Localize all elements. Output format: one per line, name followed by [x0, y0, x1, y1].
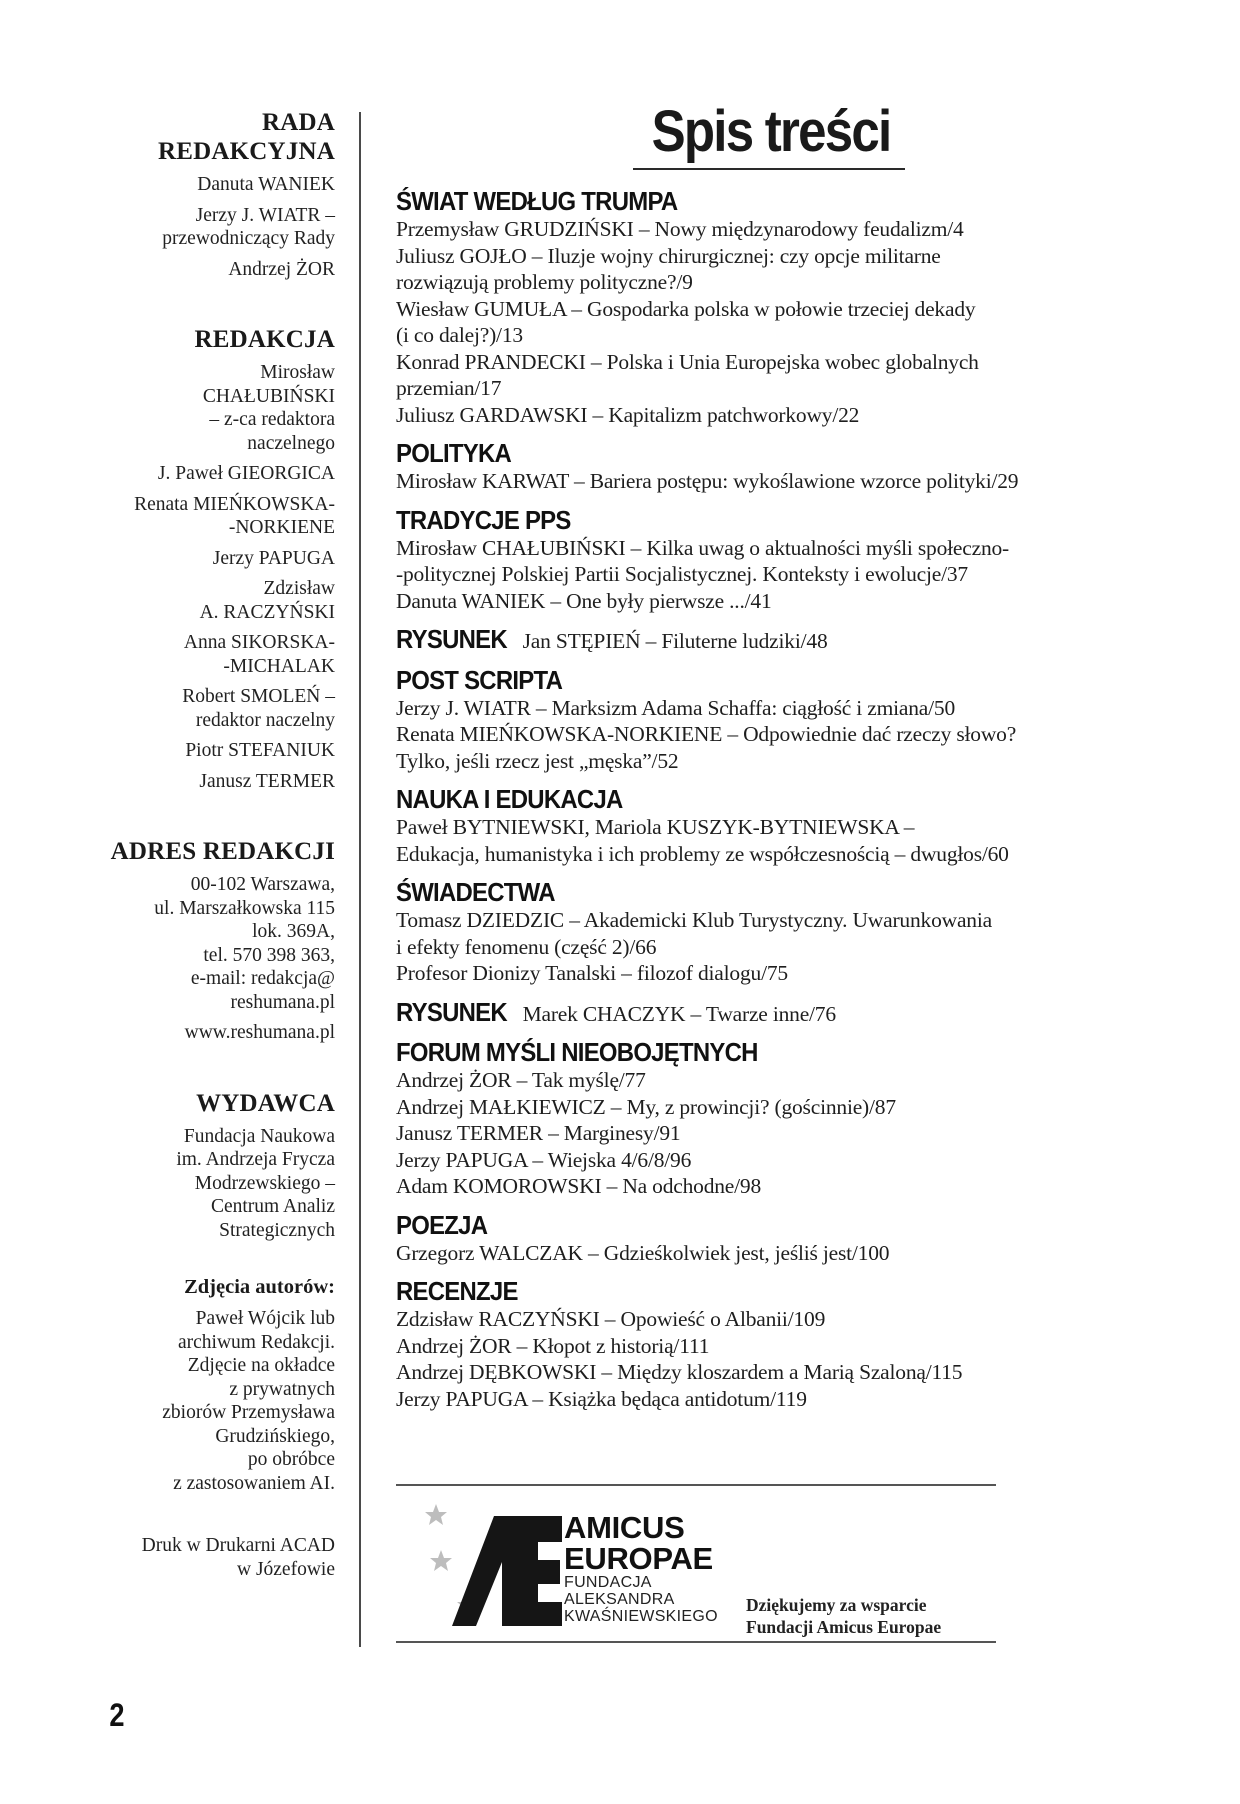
toc-item[interactable]	[396, 1306, 1096, 1333]
section-heading: POEZJA	[396, 1209, 488, 1240]
text-line: przemian/17	[396, 376, 502, 400]
text-line: Andrzej ŻOR – Tak myślę/77	[396, 1068, 646, 1092]
sponsor-sub-line3: KWAŚNIEWSKIEGO	[564, 1608, 718, 1625]
section-heading: POLITYKA	[396, 438, 512, 468]
toc-section	[396, 1037, 1096, 1200]
toc-section	[396, 997, 1096, 1028]
page-title: Spis treści	[651, 99, 891, 164]
section-heading-row	[396, 665, 1096, 695]
text-line: w Józefowie	[236, 1558, 335, 1580]
text-line: Juliusz GARDAWSKI – Kapitalizm patchworkowy/22	[396, 402, 860, 427]
text-line: Janusz TERMER – Marginesy/91	[396, 1121, 681, 1145]
sponsor-rule-top	[396, 1484, 996, 1486]
toc-item[interactable]	[396, 1333, 1096, 1360]
text-line: Andrzej ŻOR	[228, 258, 335, 280]
toc-inline-row[interactable]	[396, 624, 1096, 655]
section-heading-row	[396, 877, 1096, 907]
toc-item[interactable]	[396, 349, 1096, 402]
redakcja	[90, 325, 335, 793]
section-heading: POST SCRIPTA	[396, 664, 563, 695]
column-divider	[359, 112, 361, 1647]
sponsor-thanks	[746, 1594, 941, 1638]
toc-item[interactable]	[396, 588, 1096, 615]
member-entry	[90, 547, 335, 571]
title-underline	[633, 168, 905, 170]
toc-item[interactable]	[396, 216, 1096, 243]
member-entry	[90, 361, 335, 455]
adres-title: ADRES REDAKCJI	[110, 838, 335, 865]
text-line: Mirosław	[260, 362, 335, 383]
text-line: z prywatnych	[229, 1378, 335, 1400]
text-line: Tomasz DZIEDZIC – Akademicki Klub Turystyczny. Uwarunkowania	[396, 908, 992, 932]
section-heading: RYSUNEK	[396, 996, 507, 1027]
text-line: Edukacja, humanistyka i ich problemy ze współczesnością – dwugłos/60	[396, 841, 1009, 866]
text-line: archiwum Redakcji.	[177, 1331, 335, 1353]
toc-inline-row[interactable]	[396, 997, 1096, 1028]
website-link[interactable]: www.reshumana.pl	[184, 1022, 335, 1043]
text-line: Strategicznych	[219, 1219, 335, 1241]
text-line: z zastosowaniem AI.	[173, 1472, 335, 1494]
thanks-line1: Dziękujemy za wsparcie	[746, 1595, 927, 1615]
star-icon	[425, 1504, 447, 1525]
text-line: CHAŁUBIŃSKI	[202, 385, 335, 407]
star-icon	[430, 1550, 452, 1571]
text-line: Druk w Drukarni ACAD	[141, 1535, 335, 1556]
text-line: Danuta WANIEK – One były pierwsze .../41	[396, 588, 772, 613]
section-heading-row	[396, 784, 1096, 814]
amicus-europae-logo-icon	[416, 1502, 586, 1628]
toc-item[interactable]	[396, 695, 1096, 722]
toc-item[interactable]	[396, 1067, 1096, 1094]
text-line: przewodniczący Rady	[162, 228, 335, 249]
toc-section	[396, 1210, 1096, 1267]
toc-section	[396, 186, 1096, 428]
table-of-contents	[396, 100, 1096, 1412]
toc-item[interactable]	[396, 1147, 1096, 1174]
text-line: Jerzy J. WIATR – Marksizm Adama Schaffa: ciągłość i zmiana/50	[396, 695, 955, 720]
text-line: rozwiązują problemy polityczne?/9	[396, 270, 693, 294]
printing-text	[90, 1534, 335, 1581]
toc-item: Jan STĘPIEŃ – Filuterne ludziki/48	[522, 629, 828, 653]
toc-item[interactable]	[396, 402, 1096, 429]
sponsor-box	[396, 1484, 996, 1644]
toc-section	[396, 877, 1096, 987]
sponsor-name-line1: AMICUS	[564, 1510, 685, 1545]
text-line: po obróbce	[247, 1449, 335, 1470]
toc-section	[396, 438, 1096, 495]
text-line: Juliusz GOJŁO – Iluzje wojny chirurgicznej: czy opcje militarne	[396, 243, 941, 268]
section-heading: FORUM MYŚLI NIEOBOJĘTNYCH	[396, 1037, 758, 1067]
sponsor-name	[564, 1512, 718, 1625]
text-line: J. Paweł GIEORGICA	[157, 463, 335, 484]
member-entry	[90, 258, 335, 282]
toc-item[interactable]	[396, 814, 1096, 867]
text-line: Renata MIEŃKOWSKA-	[134, 493, 335, 515]
page-number: 2	[109, 1697, 125, 1733]
toc-item[interactable]	[396, 1094, 1096, 1121]
toc-item[interactable]	[396, 1359, 1096, 1386]
text-line: Robert SMOLEŃ –	[182, 686, 335, 707]
rada-title-line1: RADA	[261, 109, 335, 136]
section-heading-row	[396, 505, 1096, 535]
section-heading: RECENZJE	[396, 1276, 518, 1306]
text-line: Grzegorz WALCZAK – Gdzieśkolwiek jest, jeśliś jest/100	[396, 1240, 890, 1265]
text-line: 00-102 Warszawa,	[190, 874, 335, 895]
text-line: Andrzej ŻOR – Kłopot z historią/111	[396, 1333, 710, 1358]
member-entry	[90, 462, 335, 486]
text-line: Zdjęcie na okładce	[187, 1355, 335, 1376]
text-line: im. Andrzeja Frycza	[176, 1149, 335, 1170]
toc-section	[396, 505, 1096, 615]
toc-item[interactable]	[396, 1120, 1096, 1147]
text-line: Jerzy J. WIATR –	[195, 204, 335, 226]
toc-item[interactable]	[396, 907, 1096, 960]
ae-letter-e	[520, 1516, 562, 1626]
section-heading: ŚWIADECTWA	[396, 877, 555, 907]
member-entry	[90, 685, 335, 732]
text-line: Fundacja Naukowa	[183, 1125, 335, 1147]
text-line: Andrzej DĘBKOWSKI – Między kloszardem a Marią Szaloną/115	[396, 1360, 963, 1384]
text-line: Piotr STEFANIUK	[185, 740, 335, 761]
toc-item: Marek CHACZYK – Twarze inne/76	[522, 1001, 836, 1026]
wydawca	[90, 1089, 335, 1243]
text-line: Anna SIKORSKA-	[183, 632, 335, 653]
text-line: Przemysław GRUDZIŃSKI – Nowy międzynarodowy feudalizm/4	[396, 217, 964, 241]
toc-item[interactable]	[396, 721, 1096, 774]
sponsor-rule-bottom	[396, 1641, 996, 1643]
section-heading: ŚWIAT WEDŁUG TRUMPA	[396, 186, 678, 216]
toc-section	[396, 784, 1096, 867]
toc-section	[396, 1276, 1096, 1412]
toc-section	[396, 665, 1096, 775]
text-line: Tylko, jeśli rzecz jest „męska”/52	[396, 748, 679, 773]
text-line: -politycznej Polskiej Partii Socjalistycznej. Konteksty i ewolucje/37	[396, 562, 968, 586]
thanks-line2: Fundacji Amicus Europae	[746, 1617, 942, 1637]
rada-redakcyjna	[90, 108, 335, 281]
redakcja-title: REDAKCJA	[194, 326, 335, 353]
text-line: naczelnego	[247, 432, 335, 454]
text-line: -NORKIENE	[228, 517, 335, 538]
member-entry	[90, 577, 335, 624]
member-entry	[90, 493, 335, 540]
text-line: – z-ca redaktora	[209, 409, 335, 430]
member-entry	[90, 770, 335, 794]
text-line: Adam KOMOROWSKI – Na odchodne/98	[396, 1174, 762, 1198]
section-heading-row	[396, 1037, 1096, 1067]
section-heading: RYSUNEK	[396, 624, 507, 654]
toc-item[interactable]	[396, 243, 1096, 296]
sponsor-name-line2: EUROPAE	[564, 1541, 713, 1576]
text-line: e-mail: redakcja@	[190, 968, 335, 989]
text-line: Mirosław KARWAT – Bariera postępu: wykoślawione wzorce polityki/29	[396, 469, 1019, 493]
member-entry	[90, 631, 335, 678]
section-heading-row	[396, 1276, 1096, 1306]
text-line: Zdzisław RACZYŃSKI – Opowieść o Albanii/109	[396, 1307, 826, 1331]
toc-item[interactable]	[396, 1173, 1096, 1200]
text-line: Konrad PRANDECKI – Polska i Unia Europejska wobec globalnych	[396, 349, 979, 374]
text-line: Paweł Wójcik lub	[195, 1308, 335, 1329]
text-line: Danuta WANIEK	[197, 174, 335, 195]
toc-section	[396, 624, 1096, 655]
sponsor-sub-line1: FUNDACJA	[564, 1574, 652, 1591]
member-entry	[90, 173, 335, 197]
text-line: lok. 369A,	[252, 921, 335, 942]
adres-redakcji	[90, 837, 335, 1045]
publisher-block	[90, 1125, 335, 1243]
address-block	[90, 873, 335, 1014]
text-line: ul. Marszałkowska 115	[154, 897, 335, 919]
text-line: i efekty fenomenu (część 2)/66	[396, 934, 657, 959]
text-line: Renata MIEŃKOWSKA-NORKIENE – Odpowiednie dać rzeczy słowo?	[396, 722, 1017, 746]
text-line: A. RACZYŃSKI	[199, 601, 335, 623]
sponsor-sub-line2: ALEKSANDRA	[564, 1591, 675, 1608]
text-line: -MICHALAK	[223, 655, 335, 677]
section-heading-row	[396, 186, 1096, 216]
text-line: Zdzisław	[263, 578, 335, 599]
text-line: Modrzewskiego –	[194, 1172, 335, 1194]
text-line: Jerzy PAPUGA – Książka będąca antidotum/119	[396, 1386, 807, 1411]
text-line: Grudzińskiego,	[215, 1425, 335, 1447]
photo-credits-title: Zdjęcia autorów:	[184, 1276, 335, 1298]
text-line: reshumana.pl	[230, 991, 335, 1013]
section-heading-row	[396, 438, 1096, 468]
photo-credits-text	[90, 1307, 335, 1495]
rada-title-line2: REDAKCYJNA	[158, 138, 335, 165]
text-line: Janusz TERMER	[199, 770, 335, 792]
member-entry	[90, 739, 335, 763]
text-line: tel. 570 398 363,	[203, 944, 335, 966]
toc-item[interactable]	[396, 960, 1096, 987]
section-heading: TRADYCJE PPS	[396, 504, 571, 535]
wydawca-title: WYDAWCA	[196, 1089, 335, 1117]
member-entry	[90, 204, 335, 251]
text-line: Wiesław GUMUŁA – Gospodarka polska w połowie trzeciej dekady	[396, 296, 976, 321]
photo-credits	[90, 1274, 335, 1495]
text-line: Centrum Analiz	[210, 1196, 335, 1217]
text-line: Jerzy PAPUGA	[212, 547, 335, 569]
toc-item[interactable]	[396, 535, 1096, 588]
text-line: (i co dalej?)/13	[396, 323, 523, 347]
ae-letter-a	[452, 1516, 520, 1626]
toc-item[interactable]	[396, 468, 1096, 495]
section-heading-row	[396, 1210, 1096, 1240]
printing-info	[90, 1534, 335, 1581]
masthead-column	[90, 108, 335, 1581]
text-line: Paweł BYTNIEWSKI, Mariola KUSZYK-BYTNIEWSKA –	[396, 815, 915, 839]
toc-item[interactable]	[396, 296, 1096, 349]
toc-item[interactable]	[396, 1386, 1096, 1413]
text-line: zbiorów Przemysława	[162, 1402, 335, 1423]
text-line: Profesor Dionizy Tanalski – filozof dialogu/75	[396, 961, 788, 985]
text-line: Andrzej MAŁKIEWICZ – My, z prowincji? (gościnnie)/87	[396, 1094, 896, 1119]
text-line: redaktor naczelny	[195, 709, 335, 731]
text-line: Jerzy PAPUGA – Wiejska 4/6/8/96	[396, 1147, 692, 1172]
section-heading: NAUKA I EDUKACJA	[396, 784, 623, 814]
text-line: Mirosław CHAŁUBIŃSKI – Kilka uwag o aktualności myśli społeczno-	[396, 535, 1009, 560]
toc-item[interactable]	[396, 1240, 1096, 1267]
